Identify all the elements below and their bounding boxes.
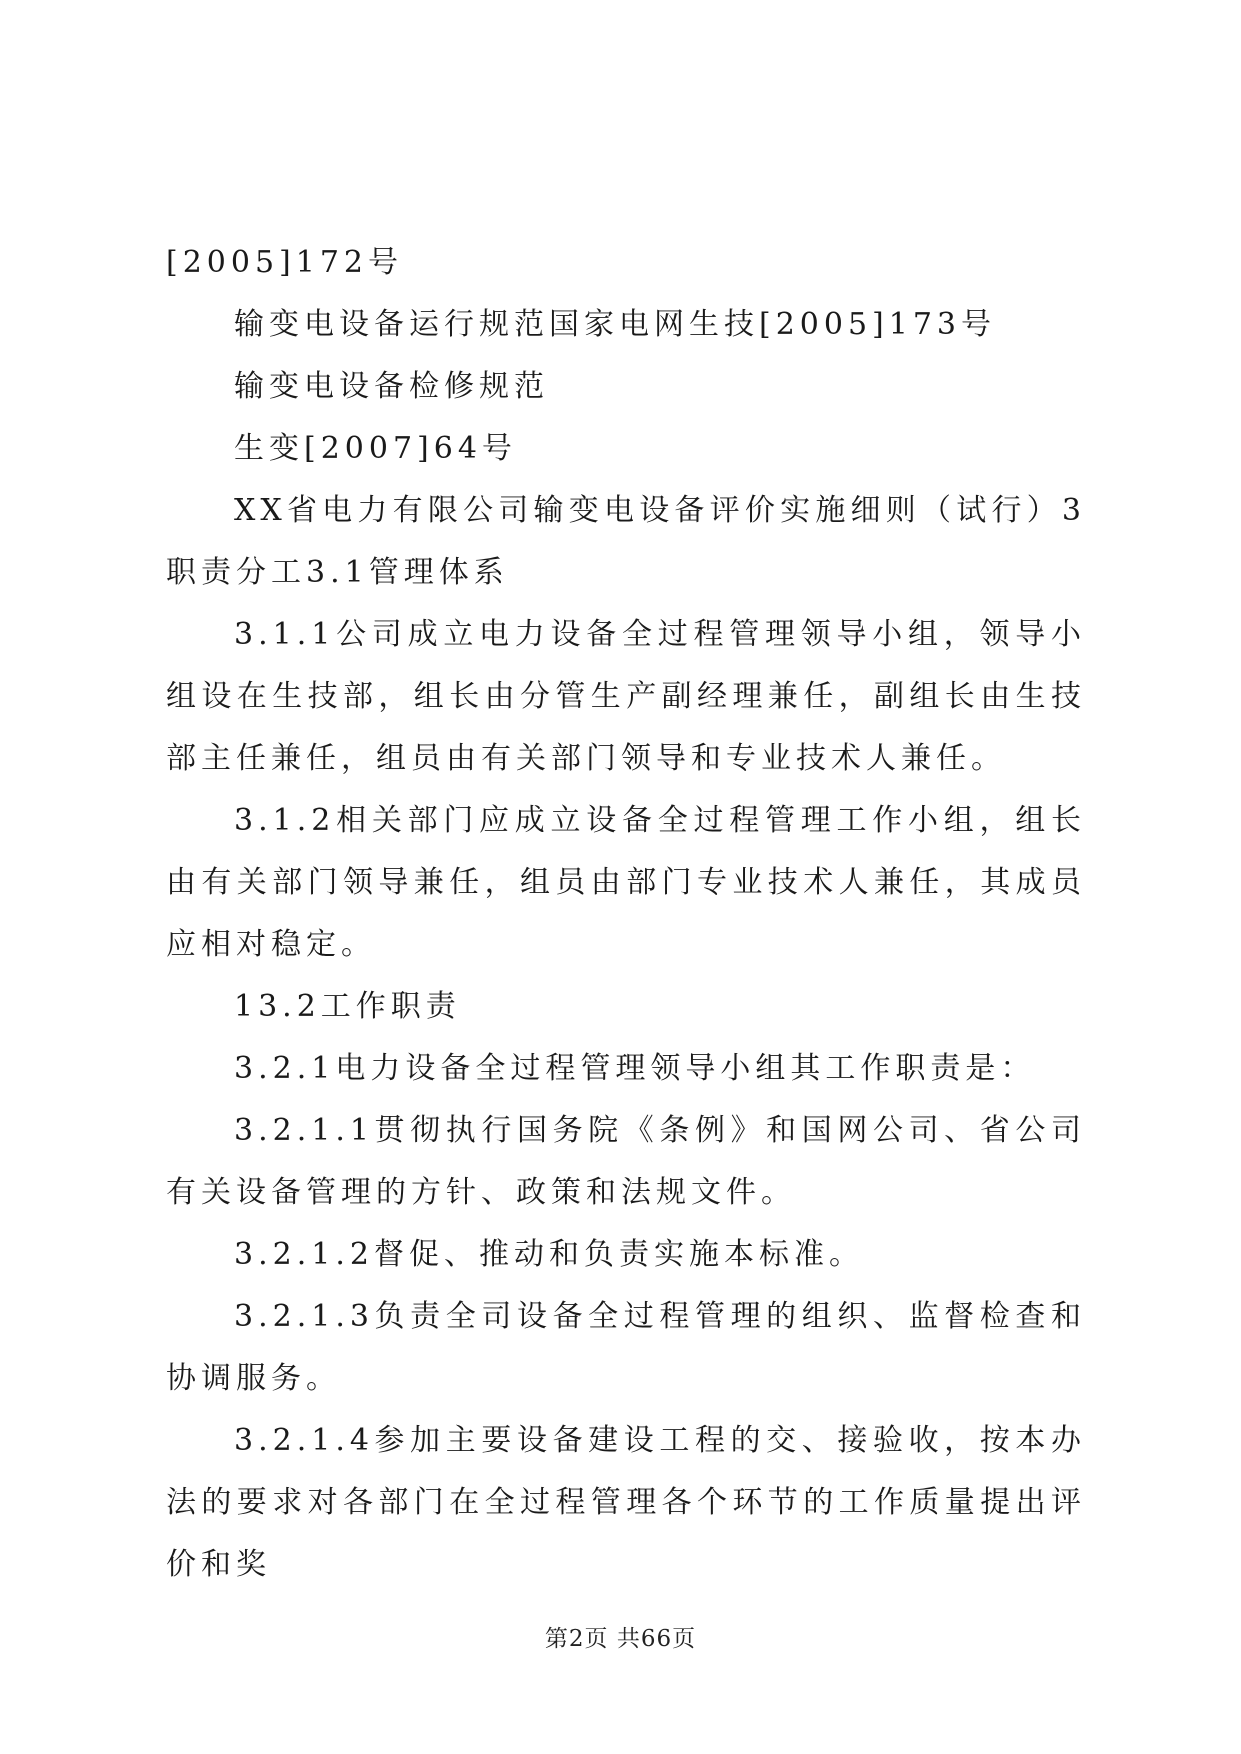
paragraph: 3.1.2相关部门应成立设备全过程管理工作小组，组长由有关部门领导兼任，组员由部门专业技术人兼任，其成员应相对稳定。 [166, 803, 1086, 962]
paragraph: 3.2.1电力设备全过程管理领导小组其工作职责是： [234, 1051, 1036, 1086]
page-footer [0, 1620, 1241, 1653]
paragraph: 13.2工作职责 [234, 989, 461, 1024]
paragraph: 输变电设备检修规范 [234, 369, 549, 404]
paragraph: XX省电力有限公司输变电设备评价实施细则（试行）3职责分工3.1管理体系 [166, 493, 1086, 590]
paragraph: [2005]172号 [166, 245, 404, 280]
paragraph: 3.1.1公司成立电力设备全过程管理领导小组，领导小组设在生技部，组长由分管生产副经理兼任，副组长由生技部主任兼任，组员由有关部门领导和专业技术人兼任。 [166, 617, 1086, 776]
paragraph: 输变电设备运行规范国家电网生技[2005]173号 [234, 307, 997, 342]
paragraph: 3.2.1.2督促、推动和负责实施本标准。 [234, 1237, 864, 1272]
document-body [166, 232, 1086, 1596]
page-number: 第2页 共66页 [544, 1626, 697, 1652]
paragraph: 3.2.1.4参加主要设备建设工程的交、接验收，按本办法的要求对各部门在全过程管理各个环节的工作质量提出评价和奖 [166, 1423, 1086, 1582]
paragraph: 生变[2007]64号 [234, 431, 517, 466]
paragraph: 3.2.1.3负责全司设备全过程管理的组织、监督检查和协调服务。 [166, 1299, 1086, 1396]
paragraph: 3.2.1.1贯彻执行国务院《条例》和国网公司、省公司有关设备管理的方针、政策和法规文件。 [166, 1113, 1086, 1210]
